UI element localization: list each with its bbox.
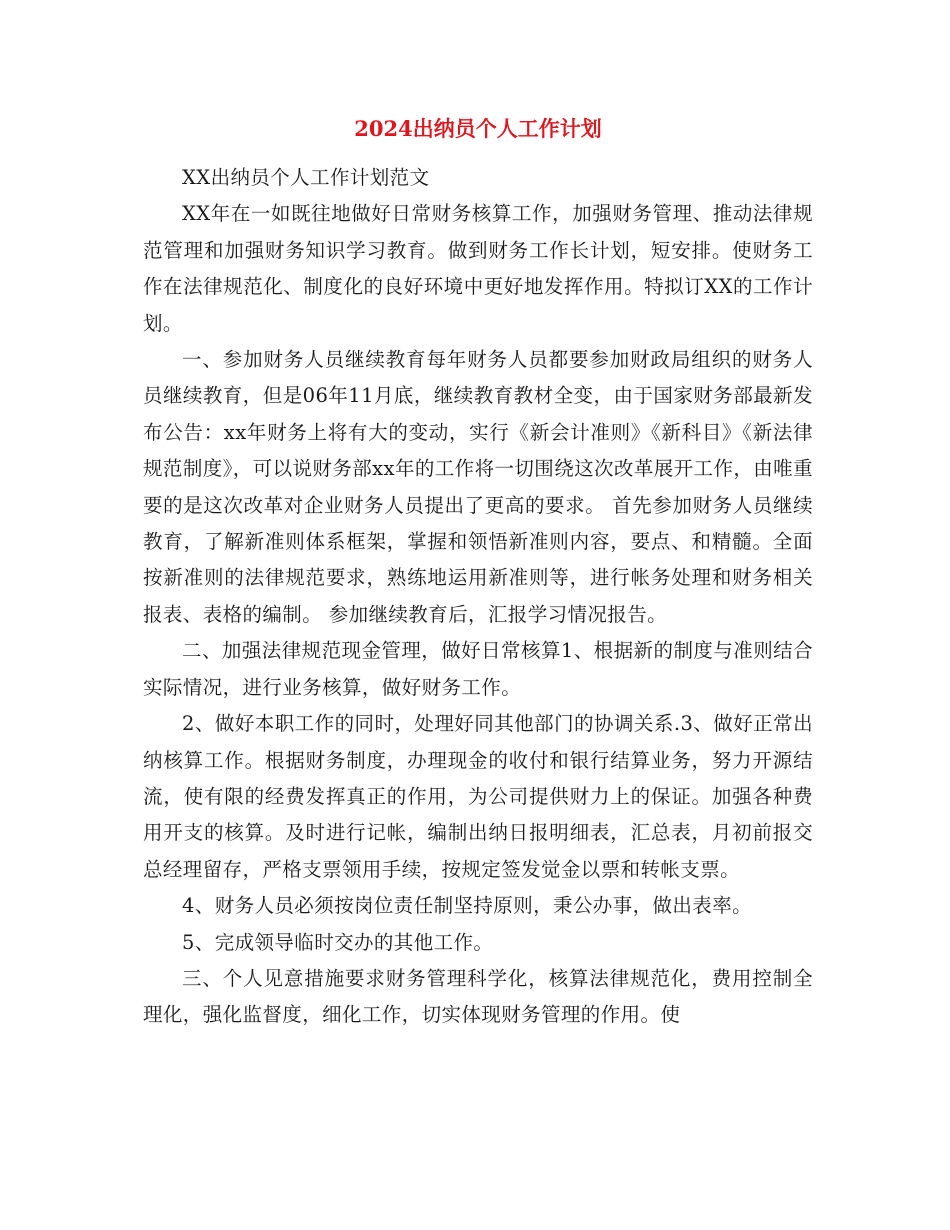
document-body xyxy=(143,160,813,1034)
paragraph: 二、加强法律规范现金管理，做好日常核算1、根据新的制度与准则结合实际情况，进行业务核算，做好财务工作。 xyxy=(143,639,813,699)
paragraph: 5、完成领导临时交办的其他工作。 xyxy=(182,930,494,954)
paragraph: 一、参加财务人员继续教育每年财务人员都要参加财政局组织的财务人员继续教育，但是06年11月底，继续教育教材全变，由于国家财务部最新发布公告：xx年财务上将有大的变动，实行《新会计准则》《新科目》《新法律规范制度》，可以说财务部xx年的工作将一切围绕这次改革展开工作，由唯重要的是这次改革对企业财务人员提出了更高的要求。 首先参加财务人员继续教育，了解新准则体系框架，掌握和领悟新准则内容，要点、和精髓。全面按新准则的法律规范要求，熟练地运用新准则等，进行帐务处理和财务相关报表、表格的编制。 参加继续教育后，汇报学习情况报告。 xyxy=(143,348,813,626)
paragraph: 三、个人见意措施要求财务管理科学化，核算法律规范化，费用控制全理化，强化监督度，细化工作，切实体现财务管理的作用。使 xyxy=(143,966,813,1027)
paragraph: 2、做好本职工作的同时，处理好同其他部门的协调关系.3、做好正常出纳核算工作。根据财务制度，办理现金的收付和银行结算业务，努力开源结流，使有限的经费发挥真正的作用，为公司提供财力上的保证。加强各种费用开支的核算。及时进行记帐，编制出纳日报明细表，汇总表，月初前报交总经理留存，严格支票领用手续，按规定签发觉金以票和转帐支票。 xyxy=(143,712,813,881)
paragraph: XX出纳员个人工作计划范文 xyxy=(182,166,430,189)
paragraph: 4、财务人员必须按岗位责任制坚持原则，秉公办事，做出表率。 xyxy=(182,894,753,918)
document-title: 2024出纳员个人工作计划 xyxy=(354,116,602,141)
document-page xyxy=(143,0,813,1034)
paragraph: XX年在一如既往地做好日常财务核算工作，加强财务管理、推动法律规范管理和加强财务知识学习教育。做到财务工作长计划，短安排。使财务工作在法律规范化、制度化的良好环境中更好地发挥作用。特拟订XX的工作计划。 xyxy=(143,202,813,335)
